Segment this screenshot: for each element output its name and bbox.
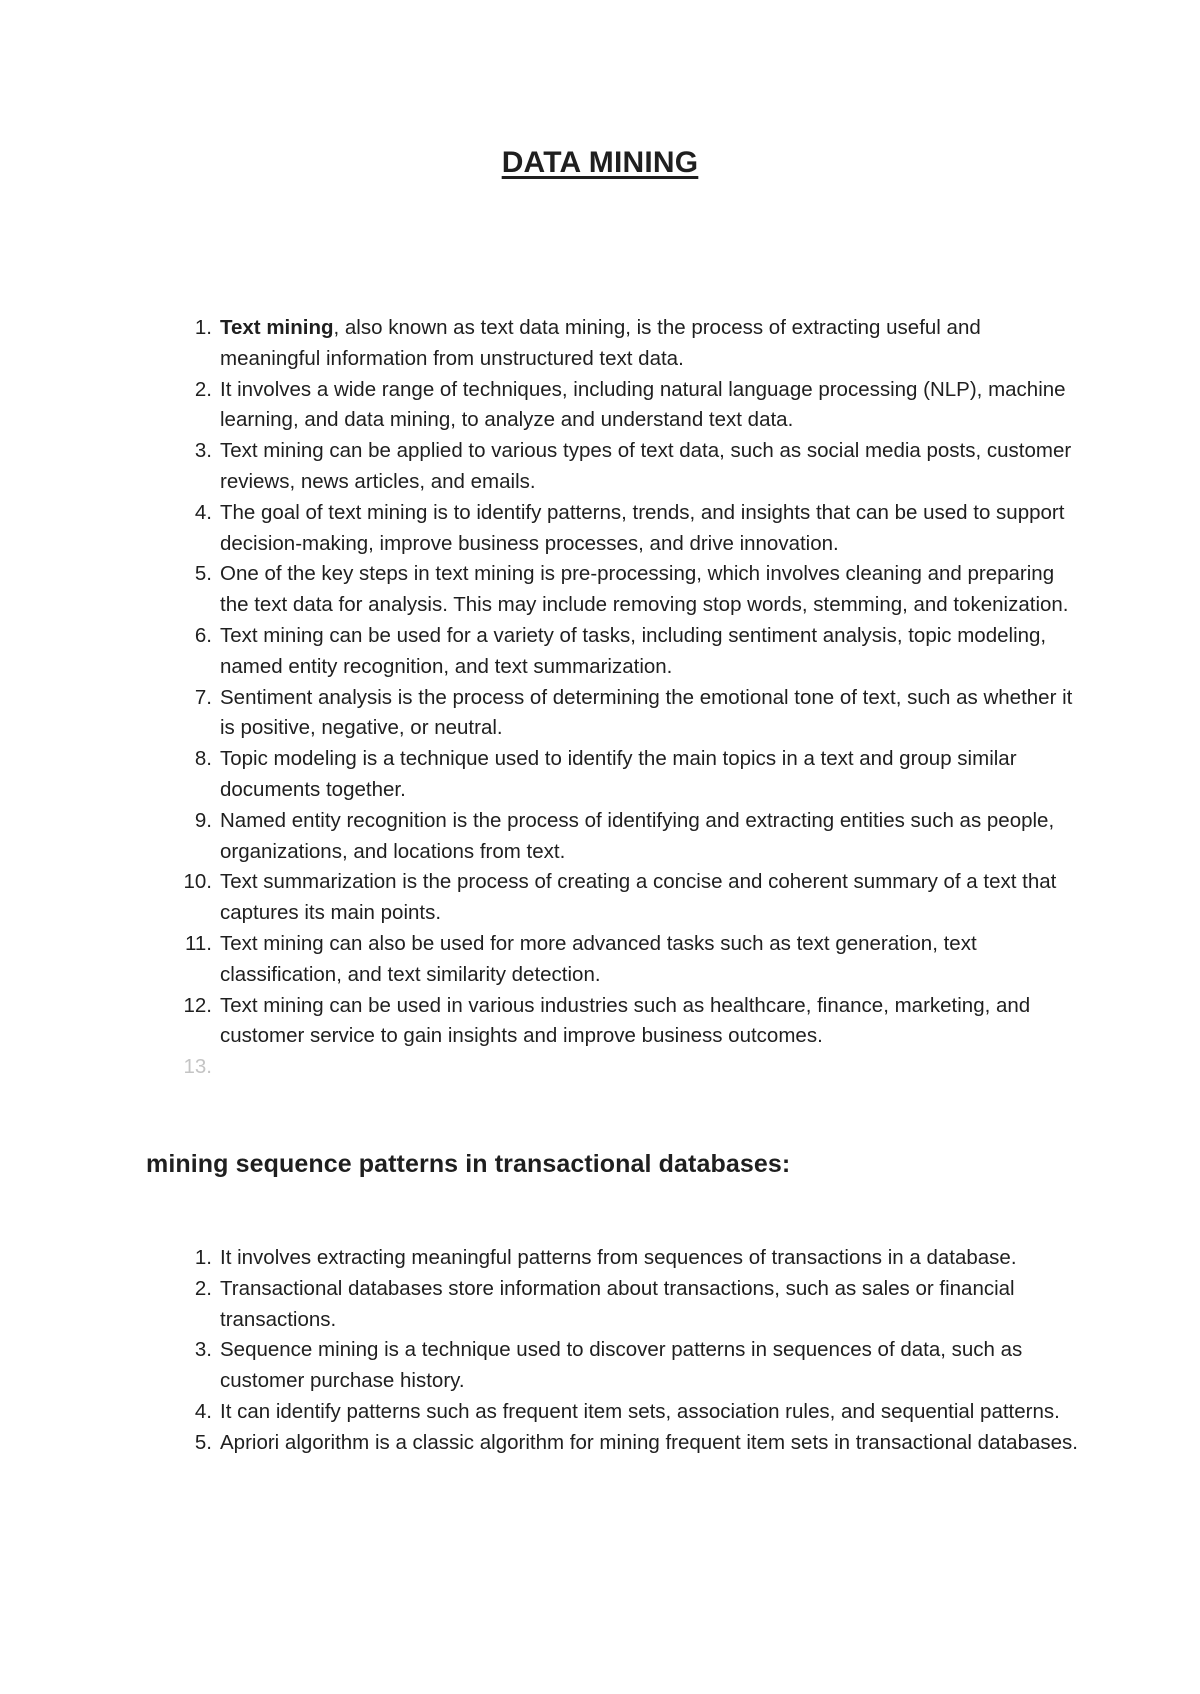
list-item-body: Sequence mining is a technique used to discover patterns in sequences of data, such as customer purchase history. xyxy=(220,1338,1023,1393)
list-item-text xyxy=(220,439,1071,493)
list-item-number: 3. xyxy=(194,439,212,463)
list-item-text xyxy=(220,378,1066,432)
list-item-text xyxy=(220,870,1056,924)
list-item-number: 9. xyxy=(194,808,212,832)
sequence-patterns-list xyxy=(180,1243,1080,1459)
section-heading: mining sequence patterns in transactional databases: xyxy=(146,1150,791,1178)
list-item-body: The goal of text mining is to identify patterns, trends, and insights that can be used to support decision-making, improve business processes, and drive innovation. xyxy=(220,500,1065,555)
list-item-number: 4. xyxy=(194,1399,212,1423)
list-item-text xyxy=(220,1431,1078,1454)
list-item xyxy=(180,1397,1080,1428)
list-item-number: 1. xyxy=(194,1246,212,1269)
list-item-text xyxy=(220,624,1046,678)
list-item-text xyxy=(220,1277,1015,1331)
list-item-text xyxy=(220,1338,1022,1392)
list-item-number: 13. xyxy=(183,1055,212,1079)
list-item xyxy=(180,991,1080,1053)
list-item-body: It can identify patterns such as frequent item sets, association rules, and sequential patterns. xyxy=(220,1399,1060,1423)
list-item-number: 7. xyxy=(194,685,212,709)
list-item-number: 2. xyxy=(194,377,212,401)
list-item-number: 5. xyxy=(194,562,212,586)
list-item xyxy=(180,621,1080,683)
page-title: DATA MINING xyxy=(501,146,699,179)
list-item-body: Text summarization is the process of creating a concise and coherent summary of a text that captures its main points. xyxy=(220,870,1057,925)
text-mining-list xyxy=(180,313,1080,1083)
list-item-body: Topic modeling is a technique used to identify the main topics in a text and group similar documents together. xyxy=(220,747,1017,801)
list-item-number: 3. xyxy=(194,1338,212,1362)
list-item-text xyxy=(220,932,977,986)
list-item-body: It involves a wide range of techniques, including natural language processing (NLP), machine learning, and data mining, to analyze and understand text data. xyxy=(220,377,1066,432)
list-item xyxy=(180,806,1080,868)
list-item xyxy=(180,436,1080,498)
list-item-body: Sentiment analysis is the process of determining the emotional tone of text, such as whether it is positive, negative, or neutral. xyxy=(220,685,1073,740)
list-item xyxy=(180,1274,1080,1336)
list-item-number: 1. xyxy=(194,316,212,339)
list-item-text xyxy=(220,686,1072,740)
list-item-body: Text mining can also be used for more advanced tasks such as text generation, text classification, and text similarity detection. xyxy=(220,931,977,986)
list-item-text xyxy=(220,994,1030,1048)
list-item-number: 10. xyxy=(183,870,212,894)
list-item xyxy=(180,929,1080,991)
list-item-number: 4. xyxy=(194,500,212,524)
list-item-number: 5. xyxy=(194,1430,212,1454)
list-item xyxy=(180,1243,1080,1274)
list-item-text xyxy=(220,562,1069,616)
list-item-body: , also known as text data mining, is the process of extracting useful and meaningful information from unstructured text data. xyxy=(220,316,981,370)
list-item-body: Text mining can be used for a variety of tasks, including sentiment analysis, topic modeling, named entity recognition, and text summarization. xyxy=(220,623,1047,678)
bold-term: Text mining xyxy=(220,316,334,339)
list-item-text xyxy=(220,316,981,370)
list-item-body: One of the key steps in text mining is pre-processing, which involves cleaning and preparing the text data for analysis. This may include removing stop words, stemming, and tokenization. xyxy=(220,562,1069,617)
list-item xyxy=(180,744,1080,806)
list-item xyxy=(180,683,1080,745)
list-item-body: Named entity recognition is the process of identifying and extracting entities such as people, organizations, and locations from text. xyxy=(220,808,1055,863)
list-item xyxy=(180,1335,1080,1397)
list-item xyxy=(180,867,1080,929)
list-item xyxy=(180,1428,1080,1459)
list-item-body: Text mining can be used in various industries such as healthcare, finance, marketing, and customer service to gain insights and improve business outcomes. xyxy=(220,993,1031,1048)
list-item-number: 8. xyxy=(194,747,212,771)
list-item-body: Apriori algorithm is a classic algorithm for mining frequent item sets in transactional databases. xyxy=(220,1430,1078,1454)
list-item-text xyxy=(220,501,1064,555)
list-item-number: 2. xyxy=(194,1276,212,1300)
list-item-number: 12. xyxy=(183,993,212,1017)
list-item-number: 11. xyxy=(185,931,212,955)
list-item-text xyxy=(220,747,1017,801)
list-item-body: It involves extracting meaningful patterns from sequences of transactions in a database. xyxy=(220,1246,1017,1269)
list-item-text xyxy=(220,1246,1017,1269)
list-item xyxy=(180,1052,1080,1083)
list-item-text xyxy=(220,1400,1060,1423)
list-item xyxy=(180,498,1080,560)
list-item-body: Transactional databases store information about transactions, such as sales or financial transactions. xyxy=(220,1276,1015,1331)
list-item-text xyxy=(220,809,1054,863)
list-item xyxy=(180,375,1080,437)
list-item xyxy=(180,559,1080,621)
list-item xyxy=(180,313,1080,375)
list-item-number: 6. xyxy=(194,623,212,647)
list-item-body: Text mining can be applied to various types of text data, such as social media posts, customer reviews, news articles, and emails. xyxy=(220,439,1072,493)
